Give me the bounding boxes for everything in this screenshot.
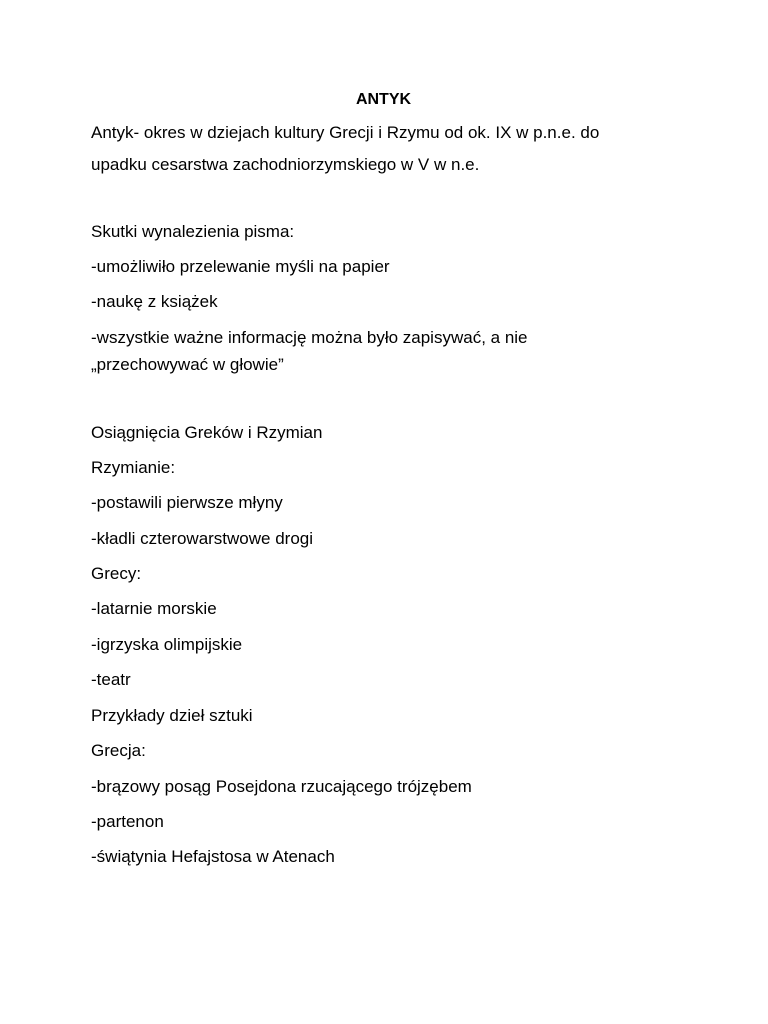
section-heading-achievements: Osiągnięcia Greków i Rzymian: [91, 423, 323, 442]
intro-line: Antyk- okres w dziejach kultury Grecji i Rzymu od ok. IX w p.n.e. do: [91, 123, 600, 142]
document-title: [0, 90, 768, 110]
subheading-greece: Grecja:: [91, 741, 146, 760]
subheading-romans: Rzymianie:: [91, 458, 176, 477]
list-item: -umożliwiło przelewanie myśli na papier: [91, 257, 390, 276]
list-item-continuation: „przechowywać w głowie”: [91, 355, 284, 374]
list-item: -wszystkie ważne informację można było zapisywać, a nie: [91, 328, 528, 347]
list-item: -teatr: [91, 670, 131, 689]
section-heading-writing: Skutki wynalezienia pisma:: [91, 222, 295, 241]
section-heading-art: Przykłady dzieł sztuki: [91, 706, 253, 725]
list-item: -świątynia Hefajstosa w Atenach: [91, 847, 335, 866]
list-item: -latarnie morskie: [91, 599, 217, 618]
intro-line: upadku cesarstwa zachodniorzymskiego w V w n.e.: [91, 155, 480, 174]
list-item: -brązowy posąg Posejdona rzucającego trójzębem: [91, 777, 472, 796]
list-item: -naukę z książek: [91, 292, 218, 311]
list-item: -kładli czterowarstwowe drogi: [91, 529, 314, 548]
list-item: -igrzyska olimpijskie: [91, 635, 243, 654]
subheading-greeks: Grecy:: [91, 564, 142, 583]
list-item: -partenon: [91, 812, 164, 831]
title-text: ANTYK: [355, 91, 412, 108]
list-item: -postawili pierwsze młyny: [91, 493, 283, 512]
